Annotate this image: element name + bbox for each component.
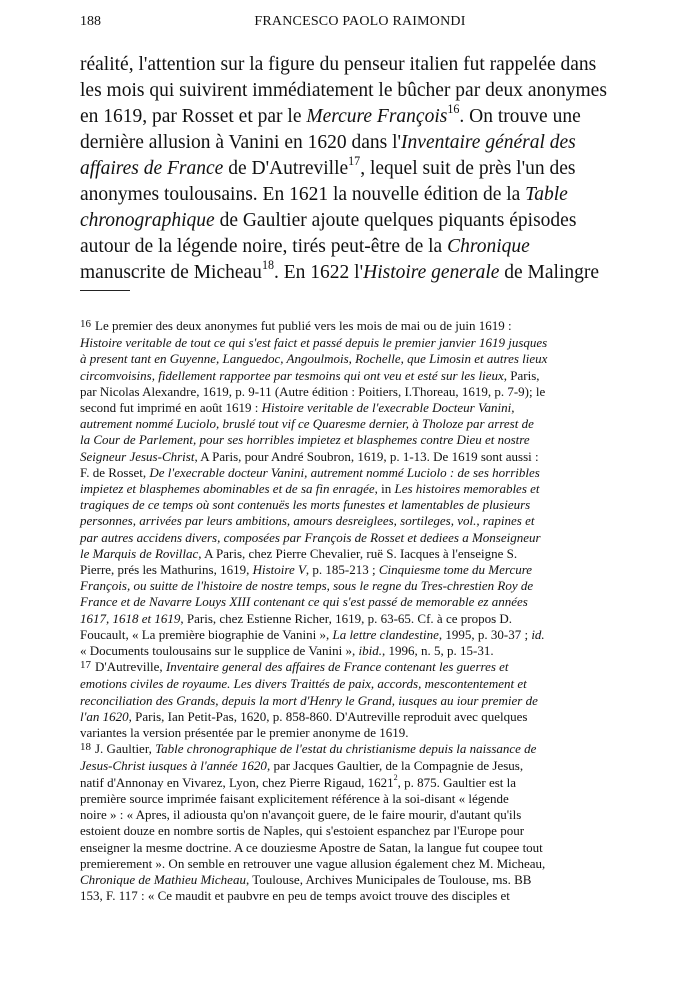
title-mercure: Mercure François bbox=[306, 106, 448, 127]
footnote-number: 18 bbox=[80, 741, 91, 754]
footnote-number: 16 bbox=[80, 318, 91, 330]
text-line: affaires de France de D'Autreville$^{17}$, lequel suit de près l'un des bbox=[80, 153, 576, 179]
footnote-16: $^{16}$ Le premier des deux anonymes fut publié vers les mois de mai ou de juin 1619 : Histoire veritable de tout ce qui s'est faict et passé depuis le premier janvier 1619 jusques à present tant en Guyenne, Languedoc, Angoulmois, Rochelle, que Limosin et autres lieux circomvoisins, fidellement rapportee par tesmoins qui ont veu et esté sur les lieux, Paris, par Nicolas Alexandre, 1619, p. 9-11 (Autre édition : Poitiers, I.Thoreau, 1619, p. 7-9); le second fut imprimé en août 1619 : Histoire veritable de l'execrable Docteur Vanini, autrement nommé Luciolo, bruslé tout vif ce Quaresme dernier, à Tholoze par arrest de la Cour de Parlement, pour ses horribles impietez et blasphemes contre Dieu et nostre Seigneur Jesus-Christ, A Paris, pour André Soubron, 1619, p. 1-13. De 1619 sont aussi : F. de Rosset, De l'execrable docteur Vanini, autrement nommé Luciolo : de ses horribles impietez et blasphemes abominables et de sa fin enragée, in Les histoires memorables et tragiques de ce temps où sont contenuës les morts funestes et lamentables de plusieurs personnes, arrivées par leurs ambitions, amours desreiglees, sortileges, vol., rapines et par autres accidens divers, composées par François de Rosset et dediees a Monseigneur le Marquis de Rovillac, A Paris, chez Pierre Chevalier, ruë S. Iacques à l'enseigne S. Pierre, prés les Mathurins, 1619, Histoire V, p. 185-213 ; Cinquiesme tome du Mercure François, ou suitte de l'histoire de nostre temps, sous le regne du Tres-chrestien Roy de France et de Navarre Louys XIII contenant ce qui s'est passé de memorable ez années 1617, 1618 et 1619, Paris, chez Estienne Richer, 1619, p. 63-65. Cf. à ce propos D. Foucault, « La première biographie de Vanini », La lettre clandestine, 1995, p. 30-37 ; id. « Documents toulousains sur le supplice de Vanini », ibid., 1996, n. 5, p. 15-31. bbox=[80, 318, 548, 659]
main-text bbox=[80, 52, 640, 286]
footnote-ref-18: 18 bbox=[261, 257, 275, 272]
text-line: réalité, l'attention sur la figure du penseur italien fut rappelée dans bbox=[80, 54, 597, 75]
text-line: dernière allusion à Vanini en 1620 dans l'Inventaire général des bbox=[80, 132, 576, 153]
footnote-17: $^{17}$ D'Autreville, Inventaire general des affaires de France contenant les guerres et emotions civiles de royaume. Les divers Traittés de paix, accords, mescontentement et reconciliation des Grands, depuis la mort d'Henry le Grand, iusques au iour premier de l'an 1620, Paris, Ian Petit-Pas, 1620, p. 858-860. D'Autreville reproduit avec quelques variantes la version présentée par le premier anonyme de 1619. bbox=[80, 659, 538, 741]
text-line: autour de la légende noire, tirés peut-être de la Chronique bbox=[80, 236, 530, 257]
text-line: les mois qui suivirent immédiatement le bûcher par deux anonymes bbox=[80, 80, 607, 101]
footnotes bbox=[80, 318, 640, 904]
text-line: chronographique de Gaultier ajoute quelques piquants épisodes bbox=[80, 210, 577, 231]
page-number: 188 bbox=[80, 14, 101, 29]
footnote-ref-17: 17 bbox=[348, 153, 361, 168]
footnote-ref-16: 16 bbox=[447, 101, 460, 116]
footnote-number: 17 bbox=[80, 659, 91, 672]
text-line: manuscrite de Micheau$^{18}$. En 1622 l'Histoire generale de Malingre bbox=[80, 257, 600, 283]
running-head: FRANCESCO PAOLO RAIMONDI bbox=[254, 14, 466, 29]
footnote-divider bbox=[80, 290, 130, 291]
text-line: en 1619, par Rosset et par le Mercure François$^{16}$. On trouve une bbox=[80, 101, 581, 127]
text-line: anonymes toulousains. En 1621 la nouvelle édition de la Table bbox=[80, 184, 568, 205]
footnote-18: $^{18}$ J. Gaultier, Table chronographique de l'estat du christianisme depuis la naissance de Jesus-Christ iusques à l'année 1620, par Jacques Gaultier, de la Compagnie de Jesus, natif d'Annonay en Vivarez, Lyon, chez Pierre Rigaud, 1621$^2$, p. 875. Gaultier est la première source imprimée faisant explicitement référence à la soi-disant « légende noire » : « Apres, il adiousta qu'on n'avançoit guere, de le faire mourir, d'autant qu'ils estoient douze en nombre sortis de Naples, qui s'estoient espanchez par l'Europe pour enseigner la mesme doctrine. A ce douziesme Apostre de Satan, la langue fut coupee tout premierement ». On semble en retrouver une vague allusion également chez M. Micheau, Chronique de Mathieu Micheau, Toulouse, Archives Municipales de Toulouse, ms. BB 153, F. 117 : « Ce maudit et paubvre en peu de temps avoict trouve des disciples et bbox=[80, 741, 546, 904]
page-header bbox=[80, 12, 640, 36]
